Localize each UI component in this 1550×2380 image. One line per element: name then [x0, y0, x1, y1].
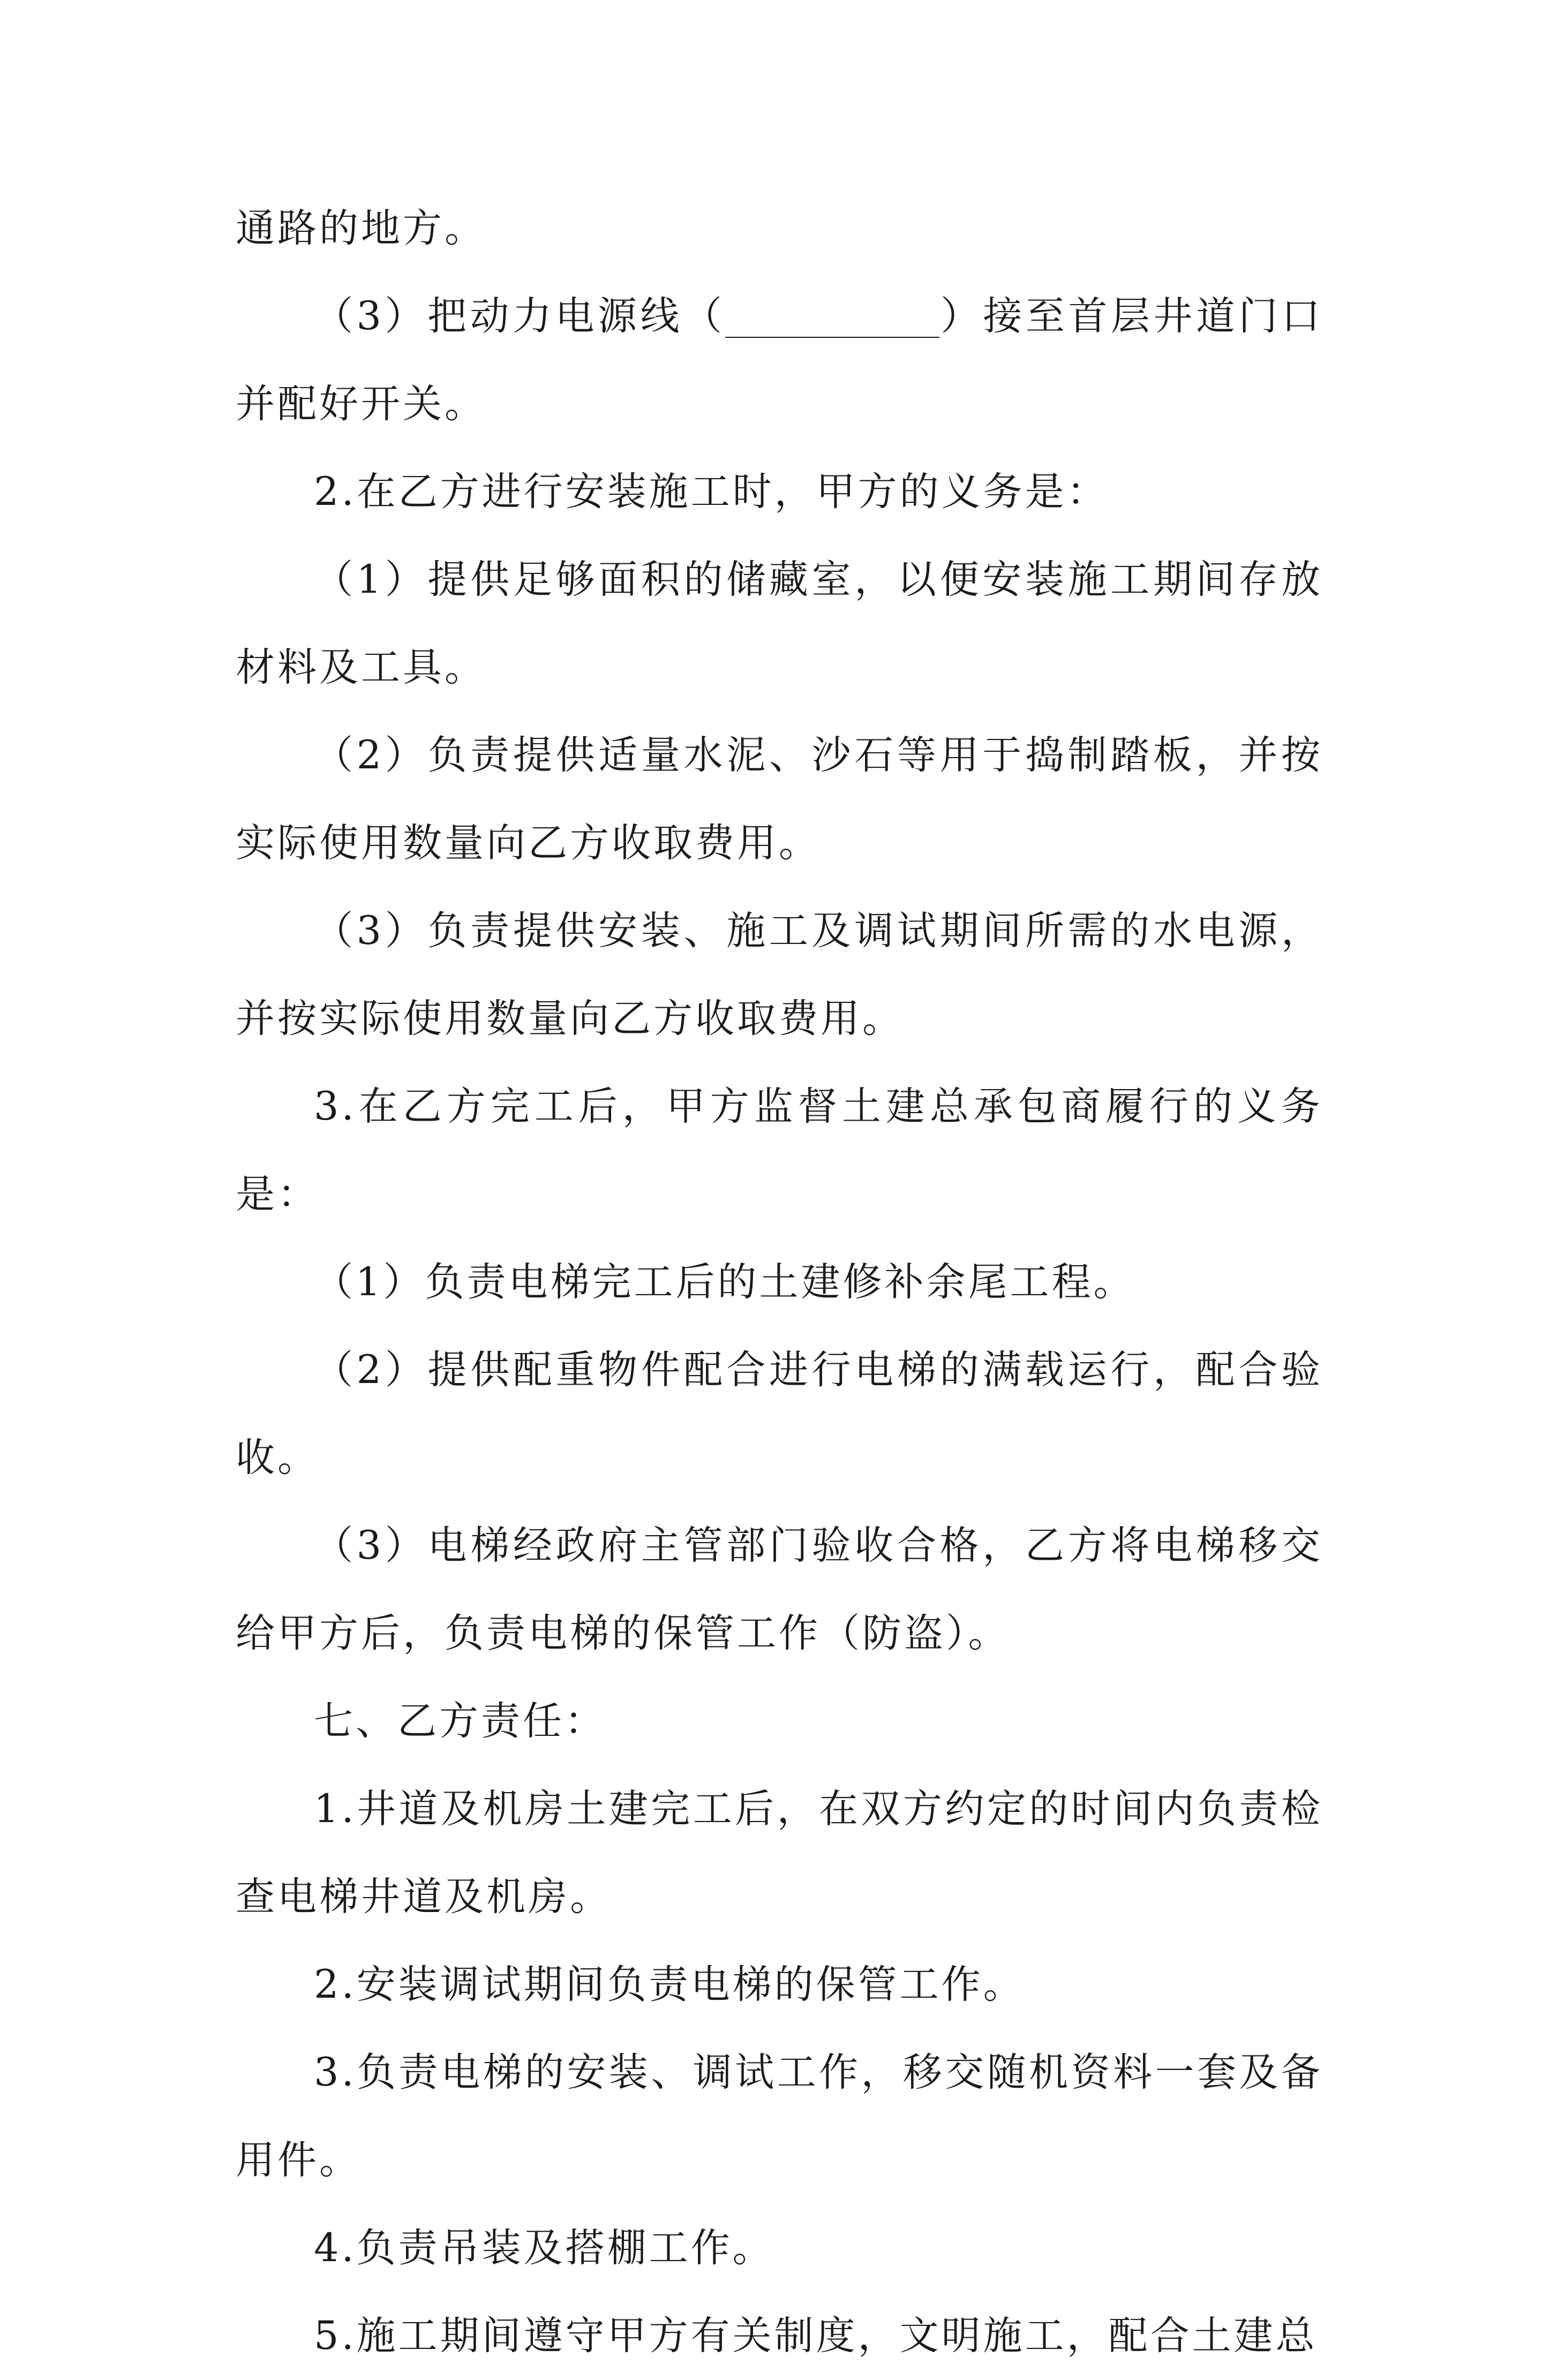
paragraph-4: （1）提供足够面积的储藏室，以便安装施工期间存放材料及工具。 — [236, 557, 1323, 690]
paragraph-14: 3.负责电梯的安装、调试工作，移交随机资料一套及备用件。 — [236, 2050, 1323, 2183]
paragraph-16: 5.施工期间遵守甲方有关制度，文明施工，配合土建总 — [314, 2313, 1318, 2359]
paragraph-12: 1.井道及机房土建完工后，在双方约定的时间内负责检查电梯井道及机房。 — [236, 1786, 1323, 1920]
paragraph-5: （2）负责提供适量水泥、沙石等用于捣制踏板，并按实际使用数量向乙方收取费用。 — [236, 732, 1323, 866]
paragraph-10: （3）电梯经政府主管部门验收合格，乙方将电梯移交给甲方后，负责电梯的保管工作（防盗）。 — [236, 1523, 1323, 1656]
document-body — [236, 185, 1323, 2380]
paragraph-2-before-blank: （3）把动力电源线（ — [314, 293, 726, 339]
paragraph-7: 3.在乙方完工后，甲方监督土建总承包商履行的义务是： — [236, 1084, 1323, 1217]
paragraph-9: （2）提供配重物件配合进行电梯的满载运行，配合验收。 — [236, 1347, 1323, 1480]
paragraph-8: （1）负责电梯完工后的土建修补余尾工程。 — [314, 1259, 1135, 1305]
paragraph-1: 通路的地方。 — [236, 206, 486, 251]
paragraph-6: （3）负责提供安装、施工及调试期间所需的水电源，并按实际使用数量向乙方收取费用。 — [236, 908, 1323, 1041]
paragraph-3: 2.在乙方进行安装施工时，甲方的义务是： — [314, 469, 1109, 515]
paragraph-13: 2.安装调试期间负责电梯的保管工作。 — [314, 1962, 1025, 2007]
section-heading-7: 七、乙方责任： — [314, 1698, 606, 1744]
fill-in-blank — [725, 296, 939, 338]
paragraph-15: 4.负责吊装及搭棚工作。 — [314, 2225, 774, 2271]
paragraph-2 — [236, 273, 1323, 448]
paragraph-2-after-blank: ）接至首层井道门口并配好开关。 — [236, 293, 1323, 427]
